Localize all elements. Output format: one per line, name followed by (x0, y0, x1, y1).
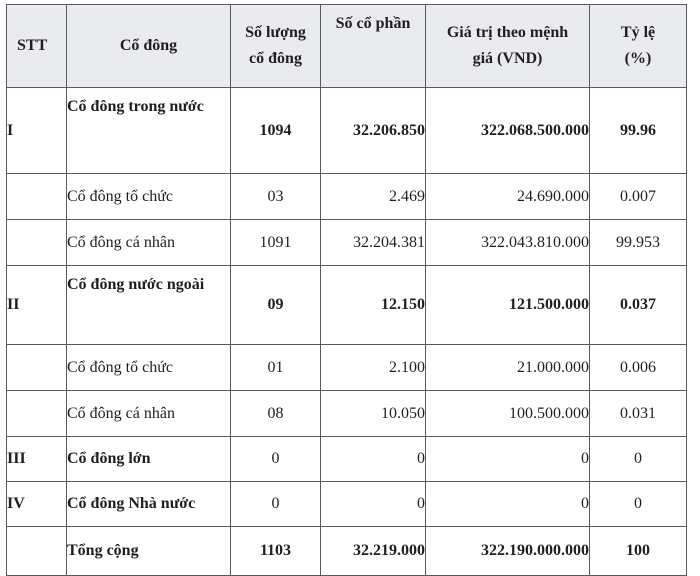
cell-rate: 99.953 (590, 220, 687, 266)
cell-stt (7, 527, 67, 576)
table-row-foreign-institutional (7, 345, 687, 391)
cell-shares: 32.219.000 (321, 527, 426, 576)
shareholder-structure-table (6, 4, 687, 576)
cell-rate: 0.037 (590, 266, 687, 345)
cell-rate: 0.007 (590, 174, 687, 220)
cell-count: 03 (231, 174, 321, 220)
cell-value: 322.190.000.000 (426, 527, 590, 576)
table-row-state (7, 482, 687, 527)
header-value-line2: giá (VND) (472, 50, 543, 67)
header-count-line1: Số lượng (245, 24, 306, 41)
cell-value: 0 (426, 482, 590, 527)
header-count-line2: cổ đông (249, 50, 302, 67)
cell-shares: 2.100 (321, 345, 426, 391)
cell-count: 1103 (231, 527, 321, 576)
cell-value: 100.500.000 (426, 391, 590, 437)
cell-count: 0 (231, 482, 321, 527)
table-row-domestic-individual (7, 220, 687, 266)
table-row-total (7, 527, 687, 576)
cell-shares: 12.150 (321, 266, 426, 345)
cell-shareholder: Cổ đông cá nhân (67, 220, 231, 266)
cell-count: 1094 (231, 88, 321, 174)
cell-count: 08 (231, 391, 321, 437)
header-shares: Số cổ phần (321, 5, 426, 88)
header-rate-line2: (%) (624, 50, 652, 67)
cell-shareholder: Cổ đông cá nhân (67, 391, 231, 437)
cell-rate: 0 (590, 437, 687, 482)
cell-stt: III (7, 437, 67, 482)
cell-shares: 0 (321, 437, 426, 482)
cell-rate: 0 (590, 482, 687, 527)
cell-shares: 32.206.850 (321, 88, 426, 174)
header-rate-line1: Tỷ lệ (620, 24, 656, 41)
cell-shareholder: Cổ đông nước ngoài (67, 266, 231, 345)
header-value-line1: Giá trị theo mệnh (446, 24, 569, 41)
cell-shares: 32.204.381 (321, 220, 426, 266)
header-par-value (426, 5, 590, 88)
cell-shareholder: Cổ đông Nhà nước (67, 482, 231, 527)
cell-shareholder: Cổ đông tổ chức (67, 174, 231, 220)
table-row-foreign (7, 266, 687, 345)
cell-shares: 2.469 (321, 174, 426, 220)
cell-shareholder: Cổ đông trong nước (67, 88, 231, 174)
table-row-major (7, 437, 687, 482)
cell-count: 0 (231, 437, 321, 482)
cell-rate: 100 (590, 527, 687, 576)
cell-stt: IV (7, 482, 67, 527)
cell-shareholder: Cổ đông lớn (67, 437, 231, 482)
header-shareholder-count (231, 5, 321, 88)
cell-shareholder: Tổng cộng (67, 527, 231, 576)
table-row-domestic (7, 88, 687, 174)
cell-rate: 0.006 (590, 345, 687, 391)
cell-shareholder: Cổ đông tổ chức (67, 345, 231, 391)
cell-shares: 0 (321, 482, 426, 527)
document-page (6, 4, 692, 559)
cell-value: 322.068.500.000 (426, 88, 590, 174)
table-header-row (7, 5, 687, 88)
cell-stt (7, 220, 67, 266)
cell-stt: II (7, 266, 67, 345)
cell-count: 1091 (231, 220, 321, 266)
header-stt: STT (7, 5, 67, 88)
cell-rate: 0.031 (590, 391, 687, 437)
cell-value: 322.043.810.000 (426, 220, 590, 266)
cell-stt (7, 391, 67, 437)
cell-value: 24.690.000 (426, 174, 590, 220)
cell-stt (7, 345, 67, 391)
cell-stt (7, 174, 67, 220)
cell-rate: 99.96 (590, 88, 687, 174)
table-row-foreign-individual (7, 391, 687, 437)
cell-count: 01 (231, 345, 321, 391)
table-row-domestic-institutional (7, 174, 687, 220)
cell-value: 0 (426, 437, 590, 482)
header-shareholder: Cổ đông (67, 5, 231, 88)
cell-count: 09 (231, 266, 321, 345)
cell-shares: 10.050 (321, 391, 426, 437)
cell-value: 121.500.000 (426, 266, 590, 345)
header-rate (590, 5, 687, 88)
cell-value: 21.000.000 (426, 345, 590, 391)
cell-stt: I (7, 88, 67, 174)
